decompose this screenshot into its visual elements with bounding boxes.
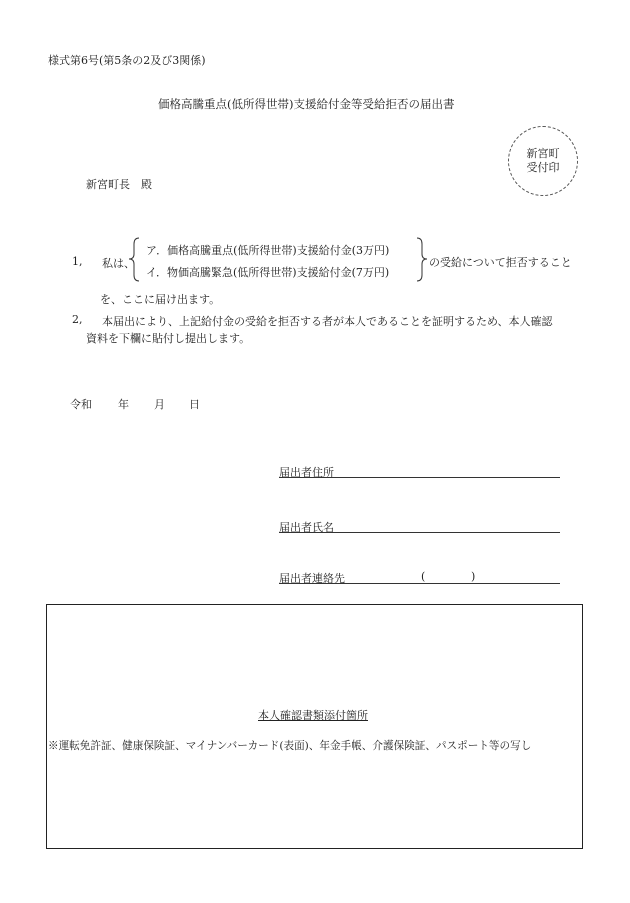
date-year: 年 — [118, 398, 129, 411]
stamp-line1: 新宮町 — [526, 147, 560, 160]
option-a: ア．価格高騰重点(低所得世帯)支援給付金(3万円) — [146, 244, 390, 257]
item1-continuation: を、ここに届け出ます。 — [100, 293, 221, 306]
attachment-title: 本人確認書類添付箇所 — [258, 709, 368, 722]
attachment-note: ※運転免許証、健康保険証、マイナンバーカード(表面)、年金手帳、介護保険証、パスポート等の写し — [48, 740, 532, 752]
item1-number: 1, — [72, 255, 83, 268]
name-label: 届出者氏名 — [279, 521, 334, 534]
form-id: 様式第6号(第5条の2及び3関係) — [48, 54, 206, 67]
option-b: イ．物価高騰緊急(低所得世帯)支援給付金(7万円) — [146, 266, 390, 279]
stamp-line2: 受付印 — [526, 161, 560, 174]
left-brace — [129, 238, 139, 281]
name-line[interactable] — [279, 532, 560, 533]
document-title: 価格高騰重点(低所得世帯)支援給付金等受給拒否の届出書 — [158, 97, 455, 111]
addressee: 新宮町長 殿 — [86, 178, 152, 191]
address-label: 届出者住所 — [279, 466, 334, 479]
date-day: 日 — [189, 398, 200, 411]
contact-label: 届出者連絡先 — [279, 572, 345, 585]
contact-paren-open: ( — [421, 570, 426, 583]
contact-line[interactable] — [279, 583, 560, 584]
item2-line2: 資料を下欄に貼付し提出します。 — [86, 332, 251, 345]
contact-paren-close: ) — [471, 570, 476, 583]
item1-suffix: の受給について拒否すること — [429, 256, 572, 269]
right-brace — [417, 238, 427, 281]
item1-prefix: 私は、 — [102, 257, 135, 270]
date-era: 令和 — [70, 398, 92, 411]
item2-number: 2, — [72, 313, 83, 326]
address-line[interactable] — [279, 477, 560, 478]
item2-line1: 本届出により、上記給付金の受給を拒否する者が本人であることを証明するため、本人確認 — [102, 315, 553, 328]
id-document-paste-area[interactable] — [46, 604, 583, 849]
date-month: 月 — [154, 398, 165, 411]
